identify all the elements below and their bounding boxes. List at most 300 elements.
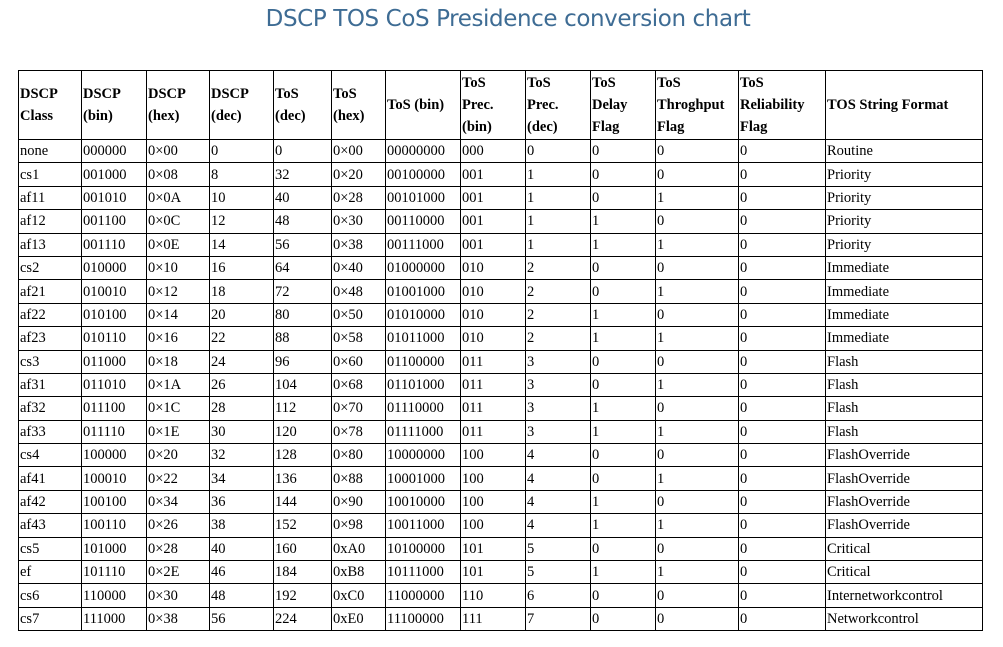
cell-tos-bin: 01001000 bbox=[386, 280, 461, 303]
cell-tos-prec-bin: 010 bbox=[461, 303, 526, 326]
column-header-line: Prec. bbox=[527, 97, 559, 113]
cell-dscp-class: cs7 bbox=[19, 607, 82, 630]
cell-tos-throughput-flag: 1 bbox=[656, 233, 739, 256]
column-header-line: DSCP bbox=[148, 86, 186, 102]
cell-tos-reliability-flag: 0 bbox=[739, 467, 826, 490]
column-header-line: Throghput bbox=[657, 97, 725, 113]
cell-tos-string-format: FlashOverride bbox=[826, 490, 983, 513]
cell-dscp-dec: 18 bbox=[210, 280, 274, 303]
cell-tos-reliability-flag: 0 bbox=[739, 397, 826, 420]
table-row bbox=[19, 561, 983, 584]
cell-tos-prec-dec: 1 bbox=[526, 233, 591, 256]
cell-tos-delay-flag: 1 bbox=[591, 210, 656, 233]
cell-tos-prec-dec: 4 bbox=[526, 490, 591, 513]
cell-dscp-dec: 26 bbox=[210, 373, 274, 396]
cell-tos-bin: 10011000 bbox=[386, 514, 461, 537]
cell-tos-delay-flag: 0 bbox=[591, 444, 656, 467]
cell-tos-prec-dec: 7 bbox=[526, 607, 591, 630]
column-header-line: Flag bbox=[657, 119, 685, 135]
cell-dscp-class: af42 bbox=[19, 490, 82, 513]
cell-tos-dec: 80 bbox=[274, 303, 332, 326]
cell-tos-bin: 01110000 bbox=[386, 397, 461, 420]
cell-tos-string-format: Priority bbox=[826, 186, 983, 209]
column-header-line: Flag bbox=[740, 119, 768, 135]
table-row bbox=[19, 490, 983, 513]
cell-tos-dec: 96 bbox=[274, 350, 332, 373]
cell-dscp-class: af43 bbox=[19, 514, 82, 537]
cell-tos-delay-flag: 0 bbox=[591, 537, 656, 560]
cell-dscp-hex: 0×2E bbox=[147, 561, 210, 584]
cell-tos-throughput-flag: 0 bbox=[656, 303, 739, 326]
cell-tos-delay-flag: 0 bbox=[591, 280, 656, 303]
cell-tos-bin: 10000000 bbox=[386, 444, 461, 467]
column-header-tos-dec bbox=[274, 71, 332, 140]
column-header-line: Delay bbox=[592, 97, 628, 113]
cell-dscp-bin: 100100 bbox=[82, 490, 147, 513]
cell-tos-reliability-flag: 0 bbox=[739, 256, 826, 279]
cell-tos-dec: 112 bbox=[274, 397, 332, 420]
cell-tos-reliability-flag: 0 bbox=[739, 303, 826, 326]
cell-tos-throughput-flag: 1 bbox=[656, 561, 739, 584]
column-header-dscp-dec bbox=[210, 71, 274, 140]
cell-dscp-bin: 010010 bbox=[82, 280, 147, 303]
cell-tos-delay-flag: 1 bbox=[591, 561, 656, 584]
cell-tos-throughput-flag: 1 bbox=[656, 327, 739, 350]
cell-tos-prec-bin: 001 bbox=[461, 163, 526, 186]
cell-tos-hex: 0×50 bbox=[332, 303, 386, 326]
cell-tos-delay-flag: 1 bbox=[591, 420, 656, 443]
cell-tos-string-format: Immediate bbox=[826, 256, 983, 279]
column-header-line: Class bbox=[20, 108, 54, 124]
column-header-line: DSCP bbox=[20, 86, 58, 102]
cell-tos-delay-flag: 1 bbox=[591, 397, 656, 420]
cell-dscp-dec: 16 bbox=[210, 256, 274, 279]
column-header-line: Reliability bbox=[740, 97, 805, 113]
cell-tos-prec-dec: 5 bbox=[526, 561, 591, 584]
cell-dscp-bin: 011000 bbox=[82, 350, 147, 373]
table-row bbox=[19, 186, 983, 209]
cell-tos-dec: 32 bbox=[274, 163, 332, 186]
cell-dscp-class: af31 bbox=[19, 373, 82, 396]
cell-tos-prec-bin: 101 bbox=[461, 561, 526, 584]
cell-tos-string-format: Internetworkcontrol bbox=[826, 584, 983, 607]
cell-tos-delay-flag: 0 bbox=[591, 163, 656, 186]
cell-tos-prec-bin: 011 bbox=[461, 350, 526, 373]
cell-tos-bin: 01011000 bbox=[386, 327, 461, 350]
cell-tos-string-format: Immediate bbox=[826, 280, 983, 303]
cell-dscp-bin: 110000 bbox=[82, 584, 147, 607]
cell-tos-delay-flag: 0 bbox=[591, 607, 656, 630]
cell-dscp-dec: 22 bbox=[210, 327, 274, 350]
cell-dscp-class: cs3 bbox=[19, 350, 82, 373]
column-header-tos-string-format bbox=[826, 71, 983, 140]
cell-tos-delay-flag: 0 bbox=[591, 373, 656, 396]
cell-tos-dec: 184 bbox=[274, 561, 332, 584]
cell-dscp-class: af41 bbox=[19, 467, 82, 490]
cell-tos-prec-dec: 2 bbox=[526, 303, 591, 326]
cell-tos-reliability-flag: 0 bbox=[739, 561, 826, 584]
cell-tos-dec: 104 bbox=[274, 373, 332, 396]
cell-tos-dec: 48 bbox=[274, 210, 332, 233]
cell-tos-string-format: Networkcontrol bbox=[826, 607, 983, 630]
cell-dscp-hex: 0×38 bbox=[147, 607, 210, 630]
cell-tos-dec: 0 bbox=[274, 140, 332, 163]
cell-tos-string-format: Flash bbox=[826, 420, 983, 443]
cell-tos-prec-bin: 011 bbox=[461, 373, 526, 396]
table-row bbox=[19, 607, 983, 630]
column-header-tos-reliability-flag bbox=[739, 71, 826, 140]
cell-dscp-bin: 100110 bbox=[82, 514, 147, 537]
cell-tos-prec-dec: 4 bbox=[526, 514, 591, 537]
cell-tos-throughput-flag: 1 bbox=[656, 186, 739, 209]
cell-tos-dec: 136 bbox=[274, 467, 332, 490]
cell-tos-reliability-flag: 0 bbox=[739, 420, 826, 443]
table-row bbox=[19, 280, 983, 303]
cell-tos-prec-bin: 010 bbox=[461, 280, 526, 303]
cell-dscp-hex: 0×20 bbox=[147, 444, 210, 467]
column-header-line: Flag bbox=[592, 119, 620, 135]
cell-tos-prec-dec: 3 bbox=[526, 420, 591, 443]
column-header-line: ToS (bin) bbox=[387, 97, 445, 113]
cell-tos-bin: 01010000 bbox=[386, 303, 461, 326]
cell-tos-hex: 0×60 bbox=[332, 350, 386, 373]
cell-tos-prec-dec: 3 bbox=[526, 350, 591, 373]
cell-tos-string-format: FlashOverride bbox=[826, 514, 983, 537]
cell-tos-reliability-flag: 0 bbox=[739, 140, 826, 163]
cell-dscp-hex: 0×10 bbox=[147, 256, 210, 279]
cell-dscp-dec: 38 bbox=[210, 514, 274, 537]
cell-dscp-class: cs4 bbox=[19, 444, 82, 467]
cell-tos-reliability-flag: 0 bbox=[739, 444, 826, 467]
cell-dscp-dec: 28 bbox=[210, 397, 274, 420]
table-row bbox=[19, 514, 983, 537]
cell-dscp-bin: 001110 bbox=[82, 233, 147, 256]
cell-tos-throughput-flag: 0 bbox=[656, 490, 739, 513]
cell-dscp-bin: 001100 bbox=[82, 210, 147, 233]
cell-tos-prec-dec: 2 bbox=[526, 327, 591, 350]
cell-tos-hex: 0×90 bbox=[332, 490, 386, 513]
cell-tos-reliability-flag: 0 bbox=[739, 537, 826, 560]
cell-dscp-hex: 0×12 bbox=[147, 280, 210, 303]
cell-dscp-class: af33 bbox=[19, 420, 82, 443]
cell-dscp-class: cs5 bbox=[19, 537, 82, 560]
cell-tos-prec-bin: 111 bbox=[461, 607, 526, 630]
cell-tos-delay-flag: 0 bbox=[591, 350, 656, 373]
column-header-line: (hex) bbox=[333, 108, 365, 124]
cell-dscp-bin: 000000 bbox=[82, 140, 147, 163]
cell-dscp-hex: 0×30 bbox=[147, 584, 210, 607]
conversion-table bbox=[18, 70, 983, 631]
cell-tos-string-format: Critical bbox=[826, 561, 983, 584]
cell-dscp-bin: 101000 bbox=[82, 537, 147, 560]
cell-tos-dec: 160 bbox=[274, 537, 332, 560]
column-header-tos-delay-flag bbox=[591, 71, 656, 140]
column-header-line: DSCP bbox=[83, 86, 121, 102]
cell-dscp-bin: 010110 bbox=[82, 327, 147, 350]
cell-dscp-dec: 24 bbox=[210, 350, 274, 373]
table-row bbox=[19, 584, 983, 607]
cell-tos-reliability-flag: 0 bbox=[739, 280, 826, 303]
cell-tos-throughput-flag: 0 bbox=[656, 607, 739, 630]
cell-tos-delay-flag: 0 bbox=[591, 186, 656, 209]
cell-tos-hex: 0×28 bbox=[332, 186, 386, 209]
cell-dscp-class: af32 bbox=[19, 397, 82, 420]
cell-tos-bin: 00000000 bbox=[386, 140, 461, 163]
cell-tos-throughput-flag: 0 bbox=[656, 163, 739, 186]
cell-tos-prec-dec: 3 bbox=[526, 397, 591, 420]
column-header-line: ToS bbox=[333, 86, 357, 102]
cell-tos-bin: 10111000 bbox=[386, 561, 461, 584]
cell-dscp-hex: 0×14 bbox=[147, 303, 210, 326]
cell-dscp-bin: 011110 bbox=[82, 420, 147, 443]
cell-tos-dec: 152 bbox=[274, 514, 332, 537]
cell-tos-string-format: Flash bbox=[826, 373, 983, 396]
cell-tos-delay-flag: 0 bbox=[591, 256, 656, 279]
cell-tos-throughput-flag: 0 bbox=[656, 444, 739, 467]
column-header-tos-throughput-flag bbox=[656, 71, 739, 140]
column-header-line: (bin) bbox=[462, 119, 492, 135]
cell-tos-throughput-flag: 0 bbox=[656, 350, 739, 373]
cell-tos-string-format: Priority bbox=[826, 233, 983, 256]
cell-tos-string-format: Immediate bbox=[826, 303, 983, 326]
cell-dscp-bin: 001000 bbox=[82, 163, 147, 186]
cell-tos-string-format: Critical bbox=[826, 537, 983, 560]
cell-tos-reliability-flag: 0 bbox=[739, 607, 826, 630]
table-row bbox=[19, 373, 983, 396]
cell-dscp-hex: 0×0E bbox=[147, 233, 210, 256]
cell-dscp-bin: 011100 bbox=[82, 397, 147, 420]
column-header-line: ToS bbox=[592, 75, 616, 91]
cell-tos-dec: 128 bbox=[274, 444, 332, 467]
cell-dscp-bin: 011010 bbox=[82, 373, 147, 396]
cell-dscp-hex: 0×18 bbox=[147, 350, 210, 373]
cell-tos-prec-dec: 1 bbox=[526, 186, 591, 209]
cell-dscp-class: cs2 bbox=[19, 256, 82, 279]
cell-tos-prec-dec: 6 bbox=[526, 584, 591, 607]
cell-dscp-hex: 0×1C bbox=[147, 397, 210, 420]
cell-tos-prec-dec: 4 bbox=[526, 467, 591, 490]
cell-tos-hex: 0×00 bbox=[332, 140, 386, 163]
cell-dscp-bin: 001010 bbox=[82, 186, 147, 209]
table-row bbox=[19, 467, 983, 490]
cell-dscp-hex: 0×1E bbox=[147, 420, 210, 443]
cell-tos-hex: 0×40 bbox=[332, 256, 386, 279]
page-title: DSCP TOS CoS Presidence conversion chart bbox=[265, 6, 751, 32]
cell-tos-bin: 01101000 bbox=[386, 373, 461, 396]
cell-tos-delay-flag: 1 bbox=[591, 327, 656, 350]
cell-tos-prec-bin: 011 bbox=[461, 397, 526, 420]
cell-tos-hex: 0×48 bbox=[332, 280, 386, 303]
cell-tos-reliability-flag: 0 bbox=[739, 350, 826, 373]
cell-tos-string-format: Priority bbox=[826, 163, 983, 186]
cell-tos-prec-bin: 010 bbox=[461, 256, 526, 279]
cell-tos-prec-dec: 4 bbox=[526, 444, 591, 467]
cell-tos-prec-dec: 1 bbox=[526, 210, 591, 233]
column-header-line: ToS bbox=[740, 75, 764, 91]
cell-dscp-dec: 14 bbox=[210, 233, 274, 256]
cell-dscp-hex: 0×26 bbox=[147, 514, 210, 537]
column-header-line: (dec) bbox=[527, 119, 558, 135]
column-header-tos-prec-dec bbox=[526, 71, 591, 140]
cell-tos-throughput-flag: 0 bbox=[656, 537, 739, 560]
cell-tos-reliability-flag: 0 bbox=[739, 233, 826, 256]
cell-tos-bin: 11100000 bbox=[386, 607, 461, 630]
cell-tos-prec-bin: 001 bbox=[461, 186, 526, 209]
cell-tos-hex: 0×80 bbox=[332, 444, 386, 467]
cell-tos-reliability-flag: 0 bbox=[739, 373, 826, 396]
cell-dscp-class: af13 bbox=[19, 233, 82, 256]
cell-dscp-bin: 010000 bbox=[82, 256, 147, 279]
cell-tos-throughput-flag: 1 bbox=[656, 373, 739, 396]
cell-tos-hex: 0×70 bbox=[332, 397, 386, 420]
cell-tos-throughput-flag: 0 bbox=[656, 584, 739, 607]
cell-tos-bin: 01100000 bbox=[386, 350, 461, 373]
cell-tos-reliability-flag: 0 bbox=[739, 210, 826, 233]
cell-tos-delay-flag: 1 bbox=[591, 490, 656, 513]
cell-dscp-dec: 12 bbox=[210, 210, 274, 233]
cell-dscp-dec: 32 bbox=[210, 444, 274, 467]
cell-tos-prec-dec: 1 bbox=[526, 163, 591, 186]
cell-tos-throughput-flag: 1 bbox=[656, 467, 739, 490]
cell-dscp-class: cs6 bbox=[19, 584, 82, 607]
cell-tos-delay-flag: 0 bbox=[591, 584, 656, 607]
cell-tos-dec: 64 bbox=[274, 256, 332, 279]
cell-dscp-bin: 101110 bbox=[82, 561, 147, 584]
cell-dscp-class: af21 bbox=[19, 280, 82, 303]
cell-tos-string-format: Flash bbox=[826, 397, 983, 420]
cell-tos-prec-dec: 0 bbox=[526, 140, 591, 163]
cell-tos-hex: 0xE0 bbox=[332, 607, 386, 630]
cell-dscp-dec: 56 bbox=[210, 607, 274, 630]
column-header-line: ToS bbox=[657, 75, 681, 91]
cell-dscp-class: cs1 bbox=[19, 163, 82, 186]
cell-tos-hex: 0×38 bbox=[332, 233, 386, 256]
column-header-line: ToS bbox=[462, 75, 486, 91]
cell-tos-bin: 11000000 bbox=[386, 584, 461, 607]
cell-dscp-class: af11 bbox=[19, 186, 82, 209]
cell-tos-prec-dec: 2 bbox=[526, 280, 591, 303]
cell-tos-hex: 0×68 bbox=[332, 373, 386, 396]
cell-dscp-class: af23 bbox=[19, 327, 82, 350]
cell-dscp-class: ef bbox=[19, 561, 82, 584]
cell-dscp-hex: 0×08 bbox=[147, 163, 210, 186]
column-header-line: ToS bbox=[527, 75, 551, 91]
cell-tos-dec: 120 bbox=[274, 420, 332, 443]
cell-tos-string-format: FlashOverride bbox=[826, 467, 983, 490]
cell-dscp-hex: 0×1A bbox=[147, 373, 210, 396]
cell-tos-throughput-flag: 0 bbox=[656, 256, 739, 279]
table-row bbox=[19, 140, 983, 163]
cell-tos-prec-bin: 000 bbox=[461, 140, 526, 163]
cell-tos-dec: 40 bbox=[274, 186, 332, 209]
cell-tos-reliability-flag: 0 bbox=[739, 514, 826, 537]
cell-tos-bin: 01000000 bbox=[386, 256, 461, 279]
cell-tos-hex: 0xA0 bbox=[332, 537, 386, 560]
cell-dscp-class: none bbox=[19, 140, 82, 163]
cell-tos-string-format: Immediate bbox=[826, 327, 983, 350]
cell-tos-bin: 00101000 bbox=[386, 186, 461, 209]
table-row bbox=[19, 210, 983, 233]
column-header-dscp-bin bbox=[82, 71, 147, 140]
cell-tos-throughput-flag: 0 bbox=[656, 140, 739, 163]
table-body bbox=[19, 140, 983, 631]
cell-tos-reliability-flag: 0 bbox=[739, 186, 826, 209]
cell-tos-prec-bin: 010 bbox=[461, 327, 526, 350]
cell-tos-reliability-flag: 0 bbox=[739, 327, 826, 350]
cell-dscp-dec: 48 bbox=[210, 584, 274, 607]
table-row bbox=[19, 397, 983, 420]
cell-dscp-hex: 0×16 bbox=[147, 327, 210, 350]
cell-dscp-hex: 0×34 bbox=[147, 490, 210, 513]
column-header-dscp-class bbox=[19, 71, 82, 140]
cell-tos-prec-dec: 2 bbox=[526, 256, 591, 279]
cell-tos-reliability-flag: 0 bbox=[739, 584, 826, 607]
cell-tos-bin: 10010000 bbox=[386, 490, 461, 513]
cell-tos-hex: 0×20 bbox=[332, 163, 386, 186]
cell-tos-bin: 00111000 bbox=[386, 233, 461, 256]
table-row bbox=[19, 163, 983, 186]
cell-tos-throughput-flag: 1 bbox=[656, 420, 739, 443]
cell-tos-hex: 0×30 bbox=[332, 210, 386, 233]
table-row bbox=[19, 444, 983, 467]
cell-dscp-hex: 0×0A bbox=[147, 186, 210, 209]
cell-tos-throughput-flag: 1 bbox=[656, 280, 739, 303]
table-row bbox=[19, 233, 983, 256]
cell-tos-hex: 0xB8 bbox=[332, 561, 386, 584]
table-row bbox=[19, 350, 983, 373]
cell-tos-dec: 72 bbox=[274, 280, 332, 303]
cell-dscp-dec: 0 bbox=[210, 140, 274, 163]
cell-tos-bin: 10100000 bbox=[386, 537, 461, 560]
column-header-line: (bin) bbox=[83, 108, 113, 124]
cell-tos-prec-dec: 5 bbox=[526, 537, 591, 560]
cell-tos-hex: 0xC0 bbox=[332, 584, 386, 607]
cell-dscp-dec: 34 bbox=[210, 467, 274, 490]
column-header-tos-prec-bin bbox=[461, 71, 526, 140]
cell-dscp-dec: 10 bbox=[210, 186, 274, 209]
cell-tos-throughput-flag: 0 bbox=[656, 397, 739, 420]
column-header-line: DSCP bbox=[211, 86, 249, 102]
column-header-line: Prec. bbox=[462, 97, 494, 113]
cell-tos-throughput-flag: 0 bbox=[656, 210, 739, 233]
cell-dscp-dec: 8 bbox=[210, 163, 274, 186]
cell-tos-string-format: Priority bbox=[826, 210, 983, 233]
cell-tos-delay-flag: 1 bbox=[591, 514, 656, 537]
cell-tos-reliability-flag: 0 bbox=[739, 163, 826, 186]
cell-tos-reliability-flag: 0 bbox=[739, 490, 826, 513]
cell-tos-bin: 10001000 bbox=[386, 467, 461, 490]
cell-tos-prec-bin: 100 bbox=[461, 514, 526, 537]
cell-tos-bin: 00110000 bbox=[386, 210, 461, 233]
column-header-dscp-hex bbox=[147, 71, 210, 140]
cell-tos-prec-bin: 110 bbox=[461, 584, 526, 607]
cell-tos-prec-bin: 001 bbox=[461, 210, 526, 233]
cell-tos-dec: 224 bbox=[274, 607, 332, 630]
cell-tos-string-format: FlashOverride bbox=[826, 444, 983, 467]
cell-dscp-dec: 36 bbox=[210, 490, 274, 513]
column-header-line: (dec) bbox=[211, 108, 242, 124]
cell-dscp-hex: 0×00 bbox=[147, 140, 210, 163]
column-header-line: (dec) bbox=[275, 108, 306, 124]
cell-dscp-dec: 20 bbox=[210, 303, 274, 326]
table-row bbox=[19, 327, 983, 350]
cell-tos-bin: 01111000 bbox=[386, 420, 461, 443]
table-row bbox=[19, 303, 983, 326]
column-header-tos-bin bbox=[386, 71, 461, 140]
cell-tos-prec-bin: 001 bbox=[461, 233, 526, 256]
cell-dscp-dec: 40 bbox=[210, 537, 274, 560]
cell-tos-delay-flag: 1 bbox=[591, 303, 656, 326]
